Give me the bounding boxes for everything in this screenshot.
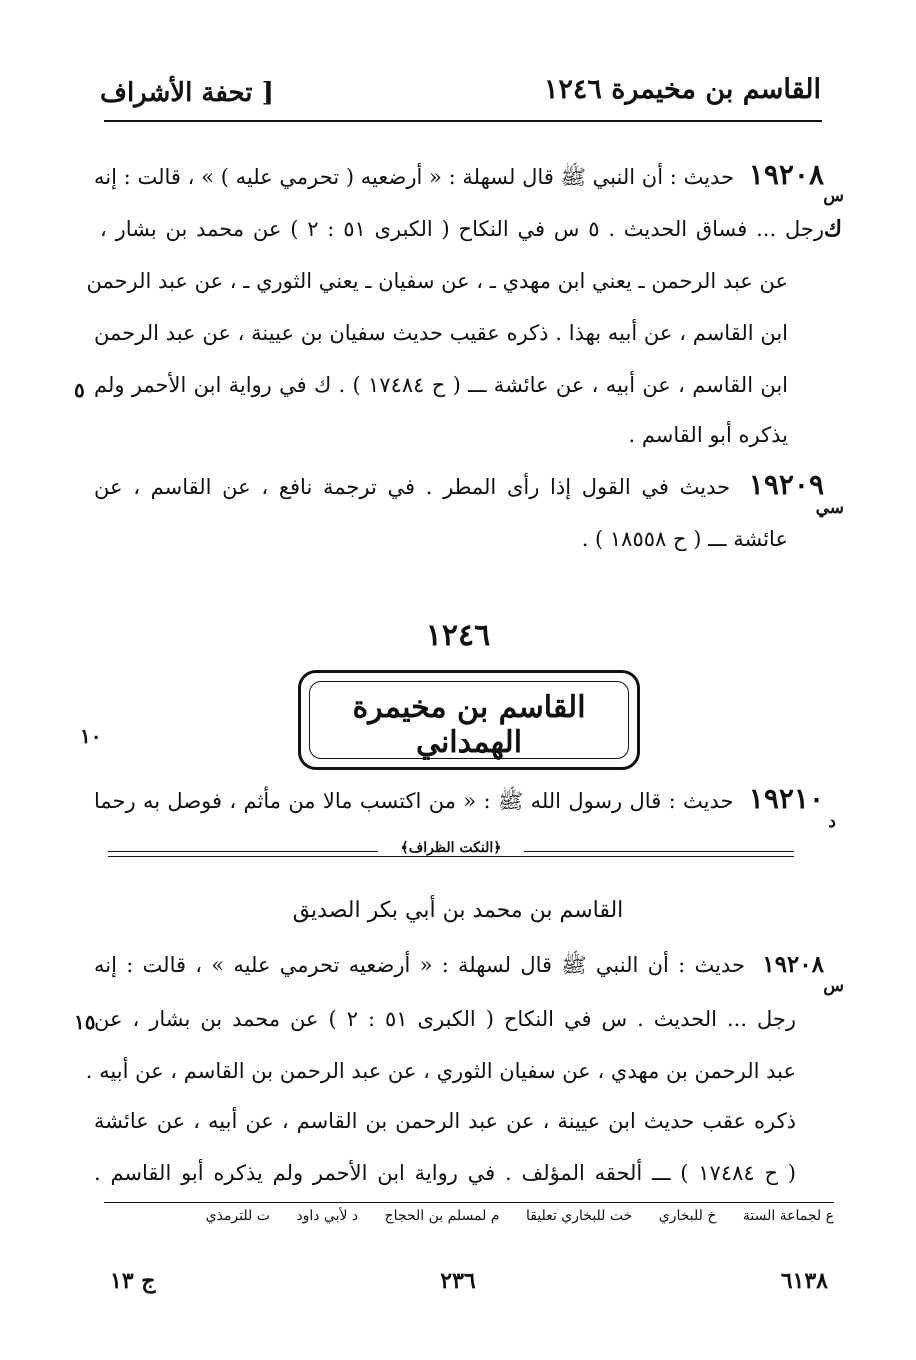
- abbr-item: خت للبخاري تعليقا: [525, 1208, 633, 1224]
- running-head-right: القاسم بن مخيمرة ١٢٤٦: [543, 74, 821, 105]
- entry-text: حديث : قال رسول الله ﷺ : « من اكتسب مالا من مأثم ، فوصل به رحما: [94, 789, 734, 813]
- nukat-line-1: [94, 950, 824, 980]
- entry-19208-line-4: ابن القاسم ، عن أبيه بهذا . ذكره عقيب حديث سفيان بن عيينة ، عن عبد الرحمن: [94, 321, 788, 345]
- entry-19208-line-2: رجل ... فساق الحديث . ٥ س في النكاح ( الكبرى ٥١ : ٢ ) عن محمد بن بشار ،: [100, 217, 824, 241]
- margin-siglum-s: س: [823, 976, 844, 996]
- entry-number: ١٩٢٠٨: [762, 951, 824, 978]
- entry-19208-line-5: ابن القاسم ، عن أبيه ، عن عائشة ـــ ( ح ١٧٤٨٤ ) . ك في رواية ابن الأحمر ولم: [94, 373, 788, 397]
- page-number: ٢٣٦: [440, 1268, 476, 1294]
- margin-line-number: ٥: [74, 378, 85, 402]
- nukat-line-3: عبد الرحمن بن مهدي ، عن سفيان الثوري ، عن عبد الرحمن بن القاسم ، عن أبيه .: [85, 1059, 796, 1083]
- entry-19208-line-6: يذكره أبو القاسم .: [628, 423, 788, 447]
- entry-19208-line-1: [94, 160, 824, 192]
- nukat-divider-label: ﴿النكت الظراف﴾: [378, 840, 524, 856]
- entry-19209-line-2: عائشة ـــ ( ح ١٨٥٥٨ ) .: [581, 527, 788, 551]
- entry-number: ١٩٢١٠: [748, 782, 824, 815]
- entry-19209-line-1: [94, 470, 824, 502]
- nukat-divider: [108, 840, 794, 864]
- entry-19210-line-1: [94, 784, 824, 816]
- abbr-item: ت للترمذي: [205, 1208, 270, 1224]
- abbr-item: م لمسلم بن الحجاج: [384, 1208, 500, 1224]
- abbr-item: خ للبخاري: [658, 1208, 717, 1224]
- margin-siglum-s: س: [823, 186, 844, 206]
- section-title: القاسم بن مخيمرة الهمداني: [352, 690, 586, 760]
- margin-siglum-d: د: [828, 812, 836, 832]
- abbr-item: د لأبي داود: [296, 1208, 359, 1224]
- margin-line-number: ١٠: [80, 724, 102, 748]
- entry-number: ١٩٢٠٨: [748, 158, 824, 191]
- running-head-left: [ تحفة الأشراف: [100, 78, 274, 108]
- nukat-subheading: القاسم بن محمد بن أبي بكر الصديق: [292, 898, 624, 923]
- margin-siglum-sy: سي: [815, 498, 844, 518]
- entry-19208-line-3: عن عبد الرحمن ـ يعني ابن مهدي ـ ، عن سفيان ـ يعني الثوري ـ ، عن عبد الرحمن: [86, 269, 788, 293]
- volume-number: ج ١٣: [110, 1268, 156, 1294]
- section-number: ١٢٤٦: [425, 618, 491, 653]
- nukat-line-5: ( ح ١٧٤٨٤ ) ـــ ألحقه المؤلف . في رواية ابن الأحمر ولم يذكره أبو القاسم .: [94, 1161, 796, 1185]
- entry-text: حديث : أن النبي ﷺ قال لسهلة : « أرضعيه تحرمي عليه » ، قالت : إنه: [94, 953, 745, 977]
- margin-line-number: ١٥: [74, 1010, 96, 1034]
- entry-text: حديث في القول إذا رأى المطر . في ترجمة نافع ، عن القاسم ، عن: [94, 475, 731, 499]
- abbreviation-key: [84, 1208, 834, 1224]
- entry-text: حديث : أن النبي ﷺ قال لسهلة : « أرضعيه ( تحرمي عليه ) » ، قالت : إنه: [94, 165, 735, 189]
- hadith-range-number: ٦١٣٨: [780, 1268, 828, 1294]
- abbr-item: ع لجماعة الستة: [742, 1208, 834, 1224]
- entry-number: ١٩٢٠٩: [748, 468, 824, 501]
- footnote-rule: [104, 1202, 834, 1203]
- nukat-line-4: ذكره عقب حديث ابن عيينة ، عن عبد الرحمن بن القاسم ، عن أبيه ، عن عائشة: [94, 1109, 796, 1133]
- header-rule: [104, 120, 822, 122]
- margin-siglum-k: ك: [823, 216, 842, 242]
- nukat-line-2: رجل ... الحديث . س في النكاح ( الكبرى ٥١ : ٢ ) عن محمد بن بشار ، عن: [94, 1007, 796, 1031]
